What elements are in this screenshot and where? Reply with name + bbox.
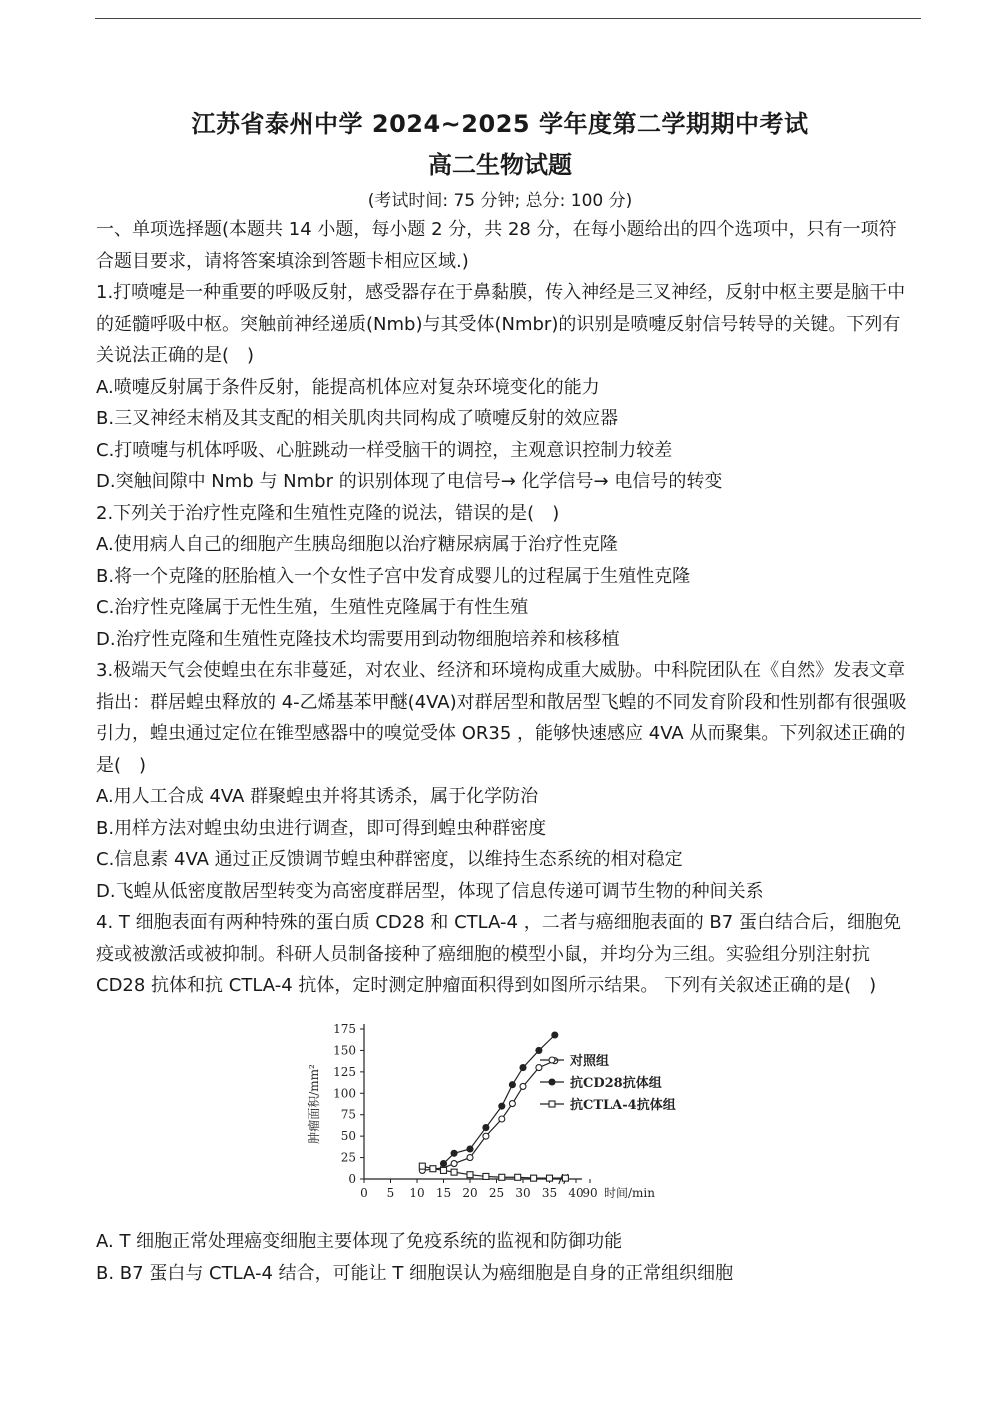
data-point <box>483 1125 489 1131</box>
data-point <box>547 1175 553 1181</box>
data-point <box>467 1172 473 1178</box>
data-point <box>509 1101 515 1107</box>
question-option: B. B7 蛋白与 CTLA-4 结合，可能让 T 细胞误认为癌细胞是自身的正常组织细胞 <box>96 1262 734 1284</box>
data-point <box>441 1167 447 1173</box>
question-option: B.三叉神经末梢及其支配的相关肌肉共同构成了喷嚏反射的效应器 <box>96 408 619 429</box>
data-point <box>515 1174 521 1180</box>
data-point <box>451 1150 457 1156</box>
data-point <box>520 1065 526 1071</box>
y-axis-label: 肿瘤面积/mm² <box>307 1064 321 1144</box>
data-point <box>451 1161 457 1167</box>
y-tick-label: 150 <box>333 1043 356 1058</box>
tumor-area-chart <box>298 1024 718 1220</box>
x-tick-label: 15 <box>435 1186 452 1200</box>
data-point <box>536 1065 542 1071</box>
question-option: A.用人工合成 4VA 群聚蝗虫并将其诱杀，属于化学防治 <box>96 786 539 807</box>
y-tick-label: 175 <box>333 1024 356 1036</box>
question-stem: 4. T 细胞表面有两种特殊的蛋白质 CD28 和 CTLA-4 ，二者与癌细胞表面的 B7 蛋白结合后，细胞免疫或被激活或被抑制。科研人员制备接种了癌细胞的模型小鼠，并均分为三组。实验组分别注射抗 CD28 抗体和抗 CTLA-4 抗体，定时测定肿瘤面积得到如图所示结果。 下列有关叙述正确的是( ) <box>96 912 901 996</box>
question-option: C.治疗性克隆属于无性生殖，生殖性克隆属于有性生殖 <box>96 597 529 618</box>
question-option: D.飞蝗从低密度散居型转变为高密度群居型，体现了信息传递可调节生物的种间关系 <box>96 880 764 902</box>
data-point <box>483 1173 489 1179</box>
data-point <box>509 1082 515 1088</box>
legend-label: 对照组 <box>570 1054 610 1069</box>
data-point <box>562 1175 568 1181</box>
x-tick-label: 25 <box>488 1186 505 1200</box>
data-point <box>552 1032 558 1038</box>
series-line <box>422 1061 555 1171</box>
question-option: C.打喷嚏与机体呼吸、心脏跳动一样受脑干的调控，主观意识控制力较差 <box>96 439 673 461</box>
question-option: B.用样方法对蝗虫幼虫进行调查，即可得到蝗虫种群密度 <box>96 817 547 839</box>
series-line <box>444 1035 555 1164</box>
question-option: D.治疗性克隆和生殖性克隆技术均需要用到动物细胞培养和核移植 <box>96 628 620 650</box>
data-point <box>531 1175 537 1181</box>
x-tick-label: 20 <box>462 1186 478 1200</box>
question-option: A.使用病人自己的细胞产生胰岛细胞以治疗糖尿病属于治疗性克隆 <box>96 534 618 555</box>
x-tick-label: 5 <box>386 1186 395 1200</box>
question-4-options <box>96 1226 908 1289</box>
x-tick-label: 90 <box>582 1186 598 1200</box>
data-point <box>499 1174 505 1180</box>
legend-marker <box>549 1101 555 1107</box>
legend-label: 抗CTLA-4抗体组 <box>570 1098 676 1113</box>
x-tick-label: 35 <box>541 1186 558 1200</box>
x-tick-label: 0 <box>360 1186 368 1200</box>
legend-marker <box>549 1079 555 1085</box>
section-heading: 一、单项选择题(本题共 14 小题，每小题 2 分，共 28 分，在每小题给出的四个选项中，只有一项符合题目要求，请将答案填涂到答题卡相应区域.) <box>96 219 897 272</box>
data-point <box>419 1163 425 1169</box>
legend-marker <box>549 1057 555 1063</box>
exam-title: 江苏省泰州中学 2024~2025 学年度第二学期期中考试 <box>191 110 809 138</box>
y-tick-label: 50 <box>340 1129 356 1144</box>
data-point <box>451 1169 457 1175</box>
data-point <box>441 1161 447 1167</box>
data-point <box>499 1116 505 1122</box>
question-stem: 3.极端天气会使蝗虫在东非蔓延，对农业、经济和环境构成重大威胁。中科院团队在《自然》发表文章指出：群居蝗虫释放的 4-乙烯基苯甲醚(4VA)对群居型和散居型飞蝗的不同发育阶段和性别都有很强吸引力，蝗虫通过定位在锥型感器中的嗅觉受体 OR35 ，能够快速感应 4VA 从而聚集。下列叙述正确的是( ) <box>96 660 907 776</box>
question-option: A.喷嚏反射属于条件反射，能提高机体应对复杂环境变化的能力 <box>96 376 600 398</box>
question-content <box>96 214 908 1002</box>
data-point <box>536 1047 542 1053</box>
question-option: D.突触间隙中 Nmb 与 Nmbr 的识别体现了电信号→ 化学信号→ 电信号的转变 <box>96 471 723 492</box>
x-tick-label: 30 <box>515 1186 531 1200</box>
question-option: C.信息素 4VA 通过正反馈调节蝗虫种群密度，以维持生态系统的相对稳定 <box>96 849 683 870</box>
x-tick-label: 10 <box>409 1186 425 1200</box>
y-tick-label: 0 <box>348 1172 356 1186</box>
exam-subject: 高二生物试题 <box>428 151 572 179</box>
exam-info: (考试时间: 75 分钟; 总分: 100 分) <box>367 191 633 211</box>
y-tick-label: 100 <box>333 1086 356 1101</box>
data-point <box>483 1133 489 1139</box>
data-point <box>467 1155 473 1161</box>
data-point <box>430 1166 436 1172</box>
question-option: A. T 细胞正常处理癌变细胞主要体现了免疫系统的监视和防御功能 <box>96 1231 623 1252</box>
y-tick-label: 125 <box>333 1064 356 1079</box>
top-rule <box>95 18 921 19</box>
x-tick-label: 40 <box>568 1186 584 1200</box>
question-option: B.将一个克隆的胚胎植入一个女性子宫中发育成婴儿的过程属于生殖性克隆 <box>96 565 691 587</box>
data-point <box>467 1146 473 1152</box>
legend-label: 抗CD28抗体组 <box>570 1076 662 1091</box>
data-point <box>499 1103 505 1109</box>
x-axis-label: 时间/min <box>604 1186 655 1200</box>
question-stem: 2.下列关于治疗性克隆和生殖性克隆的说法，错误的是( ) <box>96 502 560 524</box>
y-tick-label: 25 <box>340 1150 356 1165</box>
data-point <box>520 1083 526 1089</box>
y-tick-label: 75 <box>340 1107 356 1122</box>
question-stem: 1.打喷嚏是一种重要的呼吸反射，感受器存在于鼻黏膜，传入神经是三叉神经，反射中枢主要是脑干中的延髓呼吸中枢。突触前神经递质(Nmb)与其受体(Nmbr)的识别是喷嚏反射信号转导的关键。下列有关说法正确的是( ) <box>96 282 906 366</box>
